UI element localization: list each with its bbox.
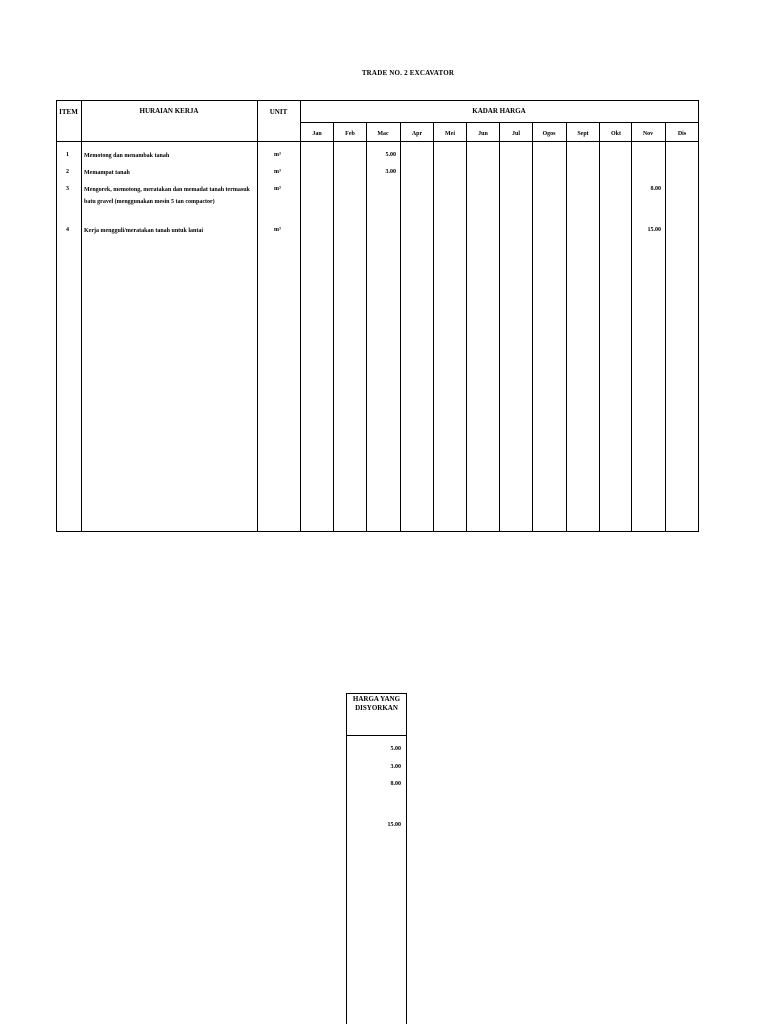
month-header: Okt	[610, 131, 621, 137]
month-header: Jan	[312, 131, 322, 137]
page-title: TRADE NO. 2 EXCAVATOR	[361, 69, 455, 77]
row-number: 3	[66, 186, 69, 192]
header-item: ITEM	[59, 108, 78, 116]
summary-value: 15.00	[387, 822, 401, 828]
month-header: Nov	[642, 131, 654, 137]
month-header: Sept	[577, 131, 589, 137]
row-unit: m³	[274, 169, 281, 175]
month-header: Apr	[411, 131, 423, 137]
month-header: Jul	[511, 131, 520, 137]
row-number: 2	[66, 169, 69, 175]
summary-header-line2: DISYORKAN	[355, 704, 398, 712]
month-header: Dis	[677, 131, 687, 137]
rate-mac: 5.00	[385, 152, 396, 158]
month-header: Mac	[377, 131, 389, 137]
row-description: Memotong dan menambak tanah	[84, 153, 170, 159]
summary-header-line1: HARGA YANG	[352, 695, 401, 703]
row-description: Memampat tanah	[84, 170, 130, 176]
row-unit: m³	[274, 227, 281, 233]
rate-mac: 3.00	[385, 169, 396, 175]
row-unit: m³	[274, 186, 281, 192]
summary-value: 3.00	[390, 764, 401, 770]
row-number: 4	[66, 227, 69, 233]
header-kadar-harga: KADAR HARGA	[472, 107, 526, 115]
row-number: 1	[66, 152, 69, 158]
summary-value: 5.00	[390, 746, 401, 752]
month-header: Jun	[478, 131, 488, 137]
month-header: Feb	[345, 131, 355, 137]
header-unit: UNIT	[269, 108, 288, 116]
row-description: Mengorek, memotong, meratakan dan memadat tanah termasuk batu gravel (menggunakan mesin 5 tan compactor)	[84, 187, 250, 205]
month-header: Ogos	[542, 131, 556, 137]
summary-header	[346, 695, 407, 713]
summary-value: 8.00	[390, 781, 401, 787]
rate-nov: 15.00	[647, 227, 661, 233]
header-huraian-kerja: HURAIAN KERJA	[139, 107, 199, 115]
row-description: Kerja mengguli/meratakan tanah untuk lantai	[84, 228, 204, 234]
month-header: Mei	[445, 131, 455, 137]
rate-nov: 8.00	[650, 186, 661, 192]
row-unit: m³	[274, 152, 281, 158]
